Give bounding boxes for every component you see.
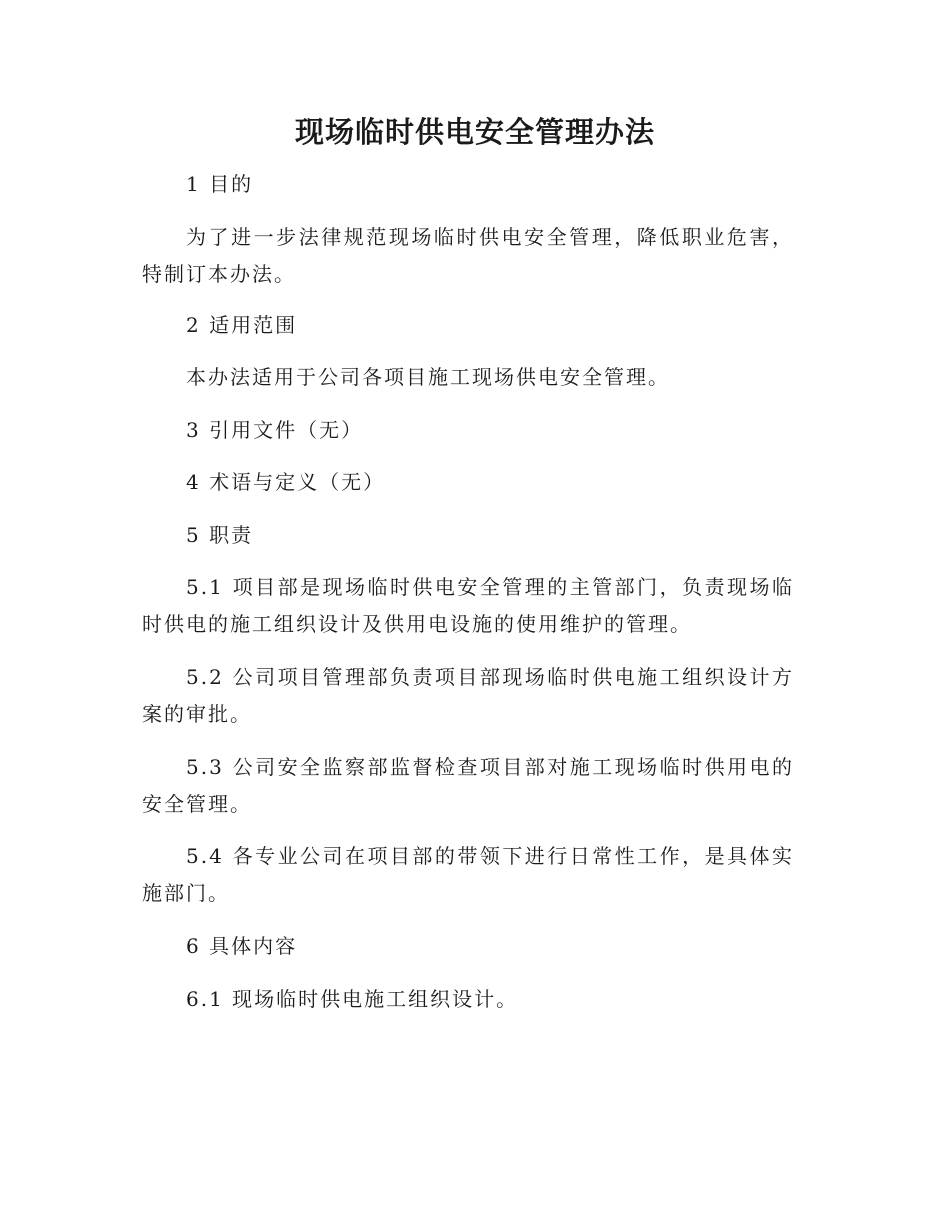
paragraph-duty-5-2: 5.2 公司项目管理部负责项目部现场临时供电施工组织设计方案的审批。 bbox=[142, 665, 794, 726]
paragraph-duty-5-3: 5.3 公司安全监察部监督检查项目部对施工现场临时供用电的安全管理。 bbox=[142, 755, 794, 816]
section-heading-duties: 5 职责 bbox=[186, 523, 254, 547]
paragraph-duty-5-1: 5.1 项目部是现场临时供电安全管理的主管部门，负责现场临时供电的施工组织设计及供用电设施的使用维护的管理。 bbox=[142, 575, 794, 636]
section-heading-references: 3 引用文件（无） bbox=[186, 418, 364, 442]
section-heading-scope: 2 适用范围 bbox=[186, 313, 298, 337]
section-heading-purpose: 1 目的 bbox=[186, 172, 254, 196]
section-heading-content: 6 具体内容 bbox=[186, 934, 298, 958]
paragraph-duty-5-4: 5.4 各专业公司在项目部的带领下进行日常性工作，是具体实施部门。 bbox=[142, 844, 794, 905]
document-title: 现场临时供电安全管理办法 bbox=[294, 115, 655, 149]
paragraph-scope: 本办法适用于公司各项目施工现场供电安全管理。 bbox=[186, 365, 670, 389]
paragraph-content-6-1: 6.1 现场临时供电施工组织设计。 bbox=[186, 987, 519, 1011]
paragraph-purpose: 为了进一步法律规范现场临时供电安全管理，降低职业危害，特制订本办法。 bbox=[142, 225, 794, 286]
section-heading-terms: 4 术语与定义（无） bbox=[186, 470, 386, 494]
